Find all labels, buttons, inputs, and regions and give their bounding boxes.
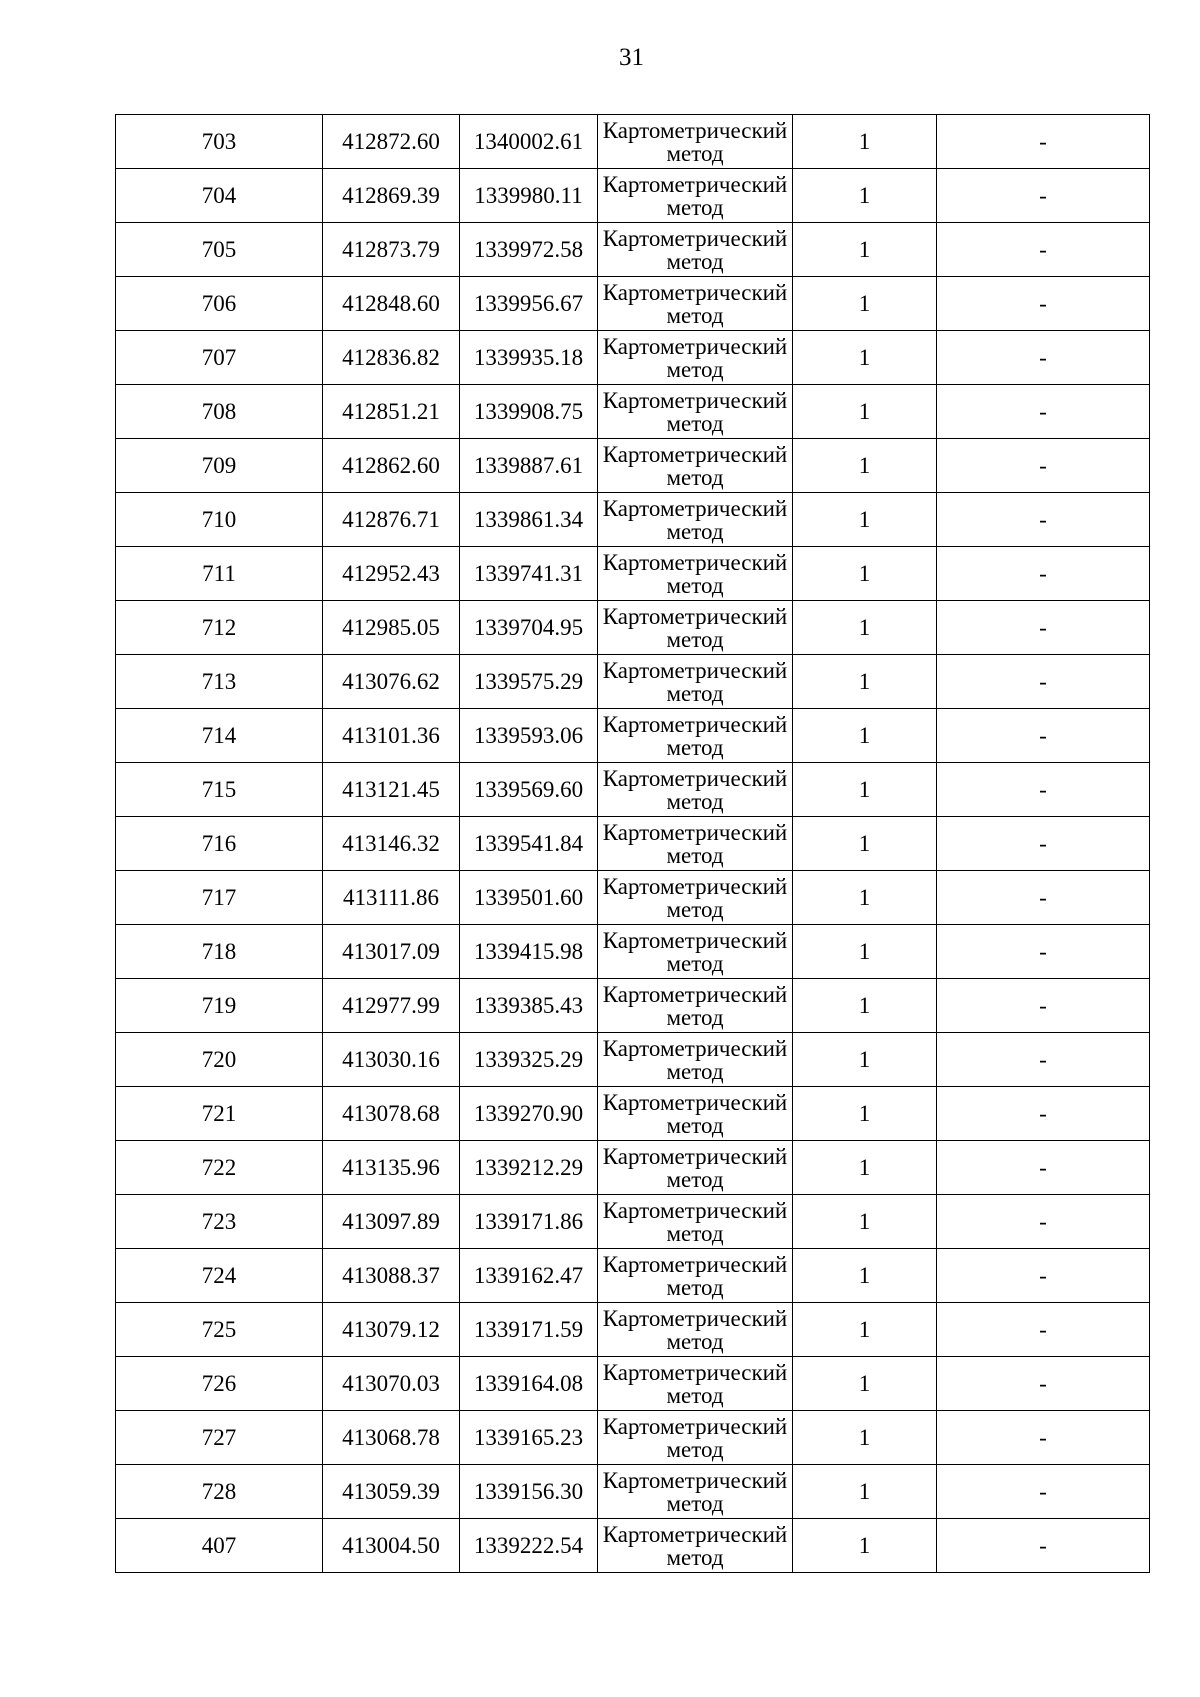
method-line2: метод (666, 410, 724, 436)
y-coordinate-cell: 1339385.43 (460, 979, 598, 1033)
method-line1: Картометрический (602, 387, 788, 413)
method-cell (598, 817, 793, 871)
description-cell: - (937, 385, 1150, 439)
point-number-cell: 722 (116, 1141, 323, 1195)
accuracy-cell: 1 (793, 1195, 937, 1249)
method-line2: метод (666, 464, 724, 490)
table-row (116, 547, 1150, 601)
table-row (116, 601, 1150, 655)
point-number-cell: 721 (116, 1087, 323, 1141)
method-cell (598, 1519, 793, 1573)
x-coordinate-cell: 412952.43 (323, 547, 460, 601)
description-cell: - (937, 439, 1150, 493)
description-cell: - (937, 169, 1150, 223)
method-line1: Картометрический (602, 1359, 788, 1385)
y-coordinate-cell: 1339501.60 (460, 871, 598, 925)
method-cell (598, 1303, 793, 1357)
description-cell: - (937, 655, 1150, 709)
description-cell: - (937, 871, 1150, 925)
y-coordinate-cell: 1339575.29 (460, 655, 598, 709)
table-row (116, 1033, 1150, 1087)
method-line1: Картометрический (602, 1521, 788, 1547)
accuracy-cell: 1 (793, 1087, 937, 1141)
point-number-cell: 717 (116, 871, 323, 925)
method-line2: метод (666, 788, 724, 814)
accuracy-cell: 1 (793, 277, 937, 331)
accuracy-cell: 1 (793, 115, 937, 169)
method-line2: метод (666, 194, 724, 220)
description-cell: - (937, 925, 1150, 979)
method-line2: метод (666, 1436, 724, 1462)
table-row (116, 439, 1150, 493)
x-coordinate-cell: 412876.71 (323, 493, 460, 547)
method-line1: Картометрический (602, 927, 788, 953)
y-coordinate-cell: 1340002.61 (460, 115, 598, 169)
method-cell (598, 1357, 793, 1411)
method-line2: метод (666, 734, 724, 760)
description-cell: - (937, 1357, 1150, 1411)
description-cell: - (937, 1411, 1150, 1465)
method-line1: Картометрический (602, 1467, 788, 1493)
point-number-cell: 709 (116, 439, 323, 493)
method-line1: Картометрический (602, 1035, 788, 1061)
description-cell: - (937, 1519, 1150, 1573)
point-number-cell: 728 (116, 1465, 323, 1519)
method-cell (598, 925, 793, 979)
method-cell (598, 1087, 793, 1141)
description-cell: - (937, 709, 1150, 763)
y-coordinate-cell: 1339741.31 (460, 547, 598, 601)
y-coordinate-cell: 1339270.90 (460, 1087, 598, 1141)
method-line1: Картометрический (602, 279, 788, 305)
method-line1: Картометрический (602, 1143, 788, 1169)
method-line2: метод (666, 896, 724, 922)
accuracy-cell: 1 (793, 1303, 937, 1357)
description-cell: - (937, 1465, 1150, 1519)
x-coordinate-cell: 413068.78 (323, 1411, 460, 1465)
method-cell (598, 1141, 793, 1195)
table-row (116, 169, 1150, 223)
accuracy-cell: 1 (793, 763, 937, 817)
table-row (116, 1357, 1150, 1411)
table-row (116, 493, 1150, 547)
y-coordinate-cell: 1339908.75 (460, 385, 598, 439)
description-cell: - (937, 601, 1150, 655)
y-coordinate-cell: 1339541.84 (460, 817, 598, 871)
accuracy-cell: 1 (793, 601, 937, 655)
x-coordinate-cell: 412977.99 (323, 979, 460, 1033)
method-line1: Картометрический (602, 657, 788, 683)
method-line2: метод (666, 248, 724, 274)
y-coordinate-cell: 1339887.61 (460, 439, 598, 493)
point-number-cell: 707 (116, 331, 323, 385)
x-coordinate-cell: 413135.96 (323, 1141, 460, 1195)
accuracy-cell: 1 (793, 817, 937, 871)
table-row (116, 871, 1150, 925)
method-cell (598, 385, 793, 439)
accuracy-cell: 1 (793, 925, 937, 979)
table-row (116, 763, 1150, 817)
point-number-cell: 726 (116, 1357, 323, 1411)
table-row (116, 817, 1150, 871)
x-coordinate-cell: 413111.86 (323, 871, 460, 925)
description-cell: - (937, 493, 1150, 547)
method-line1: Картометрический (602, 549, 788, 575)
x-coordinate-cell: 413078.68 (323, 1087, 460, 1141)
method-line2: метод (666, 1004, 724, 1030)
method-line1: Картометрический (602, 1251, 788, 1277)
table-row (116, 1411, 1150, 1465)
method-cell (598, 493, 793, 547)
y-coordinate-cell: 1339956.67 (460, 277, 598, 331)
table-row (116, 331, 1150, 385)
x-coordinate-cell: 413004.50 (323, 1519, 460, 1573)
table-row (116, 925, 1150, 979)
y-coordinate-cell: 1339935.18 (460, 331, 598, 385)
method-cell (598, 709, 793, 763)
table-row (116, 979, 1150, 1033)
method-line2: метод (666, 356, 724, 382)
description-cell: - (937, 115, 1150, 169)
table-row (116, 1303, 1150, 1357)
description-cell: - (937, 277, 1150, 331)
point-number-cell: 712 (116, 601, 323, 655)
method-line2: метод (666, 950, 724, 976)
method-line1: Картометрический (602, 441, 788, 467)
x-coordinate-cell: 413121.45 (323, 763, 460, 817)
y-coordinate-cell: 1339861.34 (460, 493, 598, 547)
description-cell: - (937, 223, 1150, 277)
description-cell: - (937, 979, 1150, 1033)
description-cell: - (937, 331, 1150, 385)
method-cell (598, 1411, 793, 1465)
y-coordinate-cell: 1339164.08 (460, 1357, 598, 1411)
method-line1: Картометрический (602, 819, 788, 845)
point-number-cell: 704 (116, 169, 323, 223)
table-row (116, 1519, 1150, 1573)
method-cell (598, 1465, 793, 1519)
method-line1: Картометрический (602, 495, 788, 521)
point-number-cell: 723 (116, 1195, 323, 1249)
table-row (116, 1465, 1150, 1519)
description-cell: - (937, 817, 1150, 871)
x-coordinate-cell: 413017.09 (323, 925, 460, 979)
method-line2: метод (666, 1544, 724, 1570)
x-coordinate-cell: 412851.21 (323, 385, 460, 439)
y-coordinate-cell: 1339569.60 (460, 763, 598, 817)
x-coordinate-cell: 413088.37 (323, 1249, 460, 1303)
x-coordinate-cell: 413070.03 (323, 1357, 460, 1411)
point-number-cell: 725 (116, 1303, 323, 1357)
accuracy-cell: 1 (793, 385, 937, 439)
method-line2: метод (666, 1274, 724, 1300)
method-line2: метод (666, 1382, 724, 1408)
method-line1: Картометрический (602, 1197, 788, 1223)
accuracy-cell: 1 (793, 547, 937, 601)
method-cell (598, 1033, 793, 1087)
description-cell: - (937, 1303, 1150, 1357)
point-number-cell: 714 (116, 709, 323, 763)
accuracy-cell: 1 (793, 1465, 937, 1519)
point-number-cell: 718 (116, 925, 323, 979)
method-line1: Картометрический (602, 1305, 788, 1331)
point-number-cell: 719 (116, 979, 323, 1033)
method-line1: Картометрический (602, 1089, 788, 1115)
x-coordinate-cell: 413101.36 (323, 709, 460, 763)
accuracy-cell: 1 (793, 1249, 937, 1303)
method-line2: метод (666, 1058, 724, 1084)
accuracy-cell: 1 (793, 655, 937, 709)
table-row (116, 115, 1150, 169)
y-coordinate-cell: 1339156.30 (460, 1465, 598, 1519)
method-line1: Картометрический (602, 225, 788, 251)
x-coordinate-cell: 413079.12 (323, 1303, 460, 1357)
x-coordinate-cell: 412872.60 (323, 115, 460, 169)
accuracy-cell: 1 (793, 871, 937, 925)
accuracy-cell: 1 (793, 979, 937, 1033)
x-coordinate-cell: 412985.05 (323, 601, 460, 655)
x-coordinate-cell: 413059.39 (323, 1465, 460, 1519)
y-coordinate-cell: 1339980.11 (460, 169, 598, 223)
page-number: 31 (619, 44, 644, 71)
method-line1: Картометрический (602, 981, 788, 1007)
method-cell (598, 169, 793, 223)
method-cell (598, 277, 793, 331)
method-cell (598, 331, 793, 385)
point-number-cell: 711 (116, 547, 323, 601)
method-line1: Картометрический (602, 603, 788, 629)
point-number-cell: 708 (116, 385, 323, 439)
y-coordinate-cell: 1339704.95 (460, 601, 598, 655)
y-coordinate-cell: 1339972.58 (460, 223, 598, 277)
accuracy-cell: 1 (793, 223, 937, 277)
x-coordinate-cell: 412836.82 (323, 331, 460, 385)
method-cell (598, 871, 793, 925)
description-cell: - (937, 1195, 1150, 1249)
accuracy-cell: 1 (793, 1033, 937, 1087)
x-coordinate-cell: 413030.16 (323, 1033, 460, 1087)
y-coordinate-cell: 1339165.23 (460, 1411, 598, 1465)
method-line2: метод (666, 1220, 724, 1246)
description-cell: - (937, 763, 1150, 817)
method-line1: Картометрический (602, 765, 788, 791)
x-coordinate-cell: 413076.62 (323, 655, 460, 709)
point-number-cell: 720 (116, 1033, 323, 1087)
description-cell: - (937, 547, 1150, 601)
method-line2: метод (666, 302, 724, 328)
x-coordinate-cell: 412848.60 (323, 277, 460, 331)
method-line2: метод (666, 626, 724, 652)
accuracy-cell: 1 (793, 709, 937, 763)
method-cell (598, 223, 793, 277)
accuracy-cell: 1 (793, 1411, 937, 1465)
x-coordinate-cell: 412862.60 (323, 439, 460, 493)
point-number-cell: 715 (116, 763, 323, 817)
method-line2: метод (666, 1328, 724, 1354)
coordinates-table (115, 114, 1150, 1573)
method-line1: Картометрический (602, 1413, 788, 1439)
table-row (116, 223, 1150, 277)
coordinates-table-body (116, 115, 1150, 1573)
method-cell (598, 115, 793, 169)
method-line2: метод (666, 518, 724, 544)
point-number-cell: 724 (116, 1249, 323, 1303)
x-coordinate-cell: 413097.89 (323, 1195, 460, 1249)
method-cell (598, 763, 793, 817)
table-row (116, 1195, 1150, 1249)
y-coordinate-cell: 1339593.06 (460, 709, 598, 763)
method-line1: Картометрический (602, 333, 788, 359)
method-line1: Картометрический (602, 873, 788, 899)
table-row (116, 1087, 1150, 1141)
method-line1: Картометрический (602, 117, 788, 143)
description-cell: - (937, 1033, 1150, 1087)
method-cell (598, 979, 793, 1033)
table-row (116, 1141, 1150, 1195)
accuracy-cell: 1 (793, 1141, 937, 1195)
description-cell: - (937, 1087, 1150, 1141)
accuracy-cell: 1 (793, 439, 937, 493)
method-line2: метод (666, 1112, 724, 1138)
accuracy-cell: 1 (793, 331, 937, 385)
y-coordinate-cell: 1339162.47 (460, 1249, 598, 1303)
x-coordinate-cell: 412873.79 (323, 223, 460, 277)
method-line2: метод (666, 1166, 724, 1192)
method-line1: Картометрический (602, 171, 788, 197)
y-coordinate-cell: 1339171.86 (460, 1195, 598, 1249)
accuracy-cell: 1 (793, 1519, 937, 1573)
y-coordinate-cell: 1339212.29 (460, 1141, 598, 1195)
method-line1: Картометрический (602, 711, 788, 737)
method-cell (598, 1195, 793, 1249)
point-number-cell: 703 (116, 115, 323, 169)
accuracy-cell: 1 (793, 169, 937, 223)
table-row (116, 655, 1150, 709)
method-cell (598, 601, 793, 655)
y-coordinate-cell: 1339171.59 (460, 1303, 598, 1357)
description-cell: - (937, 1141, 1150, 1195)
x-coordinate-cell: 412869.39 (323, 169, 460, 223)
table-row (116, 1249, 1150, 1303)
point-number-cell: 710 (116, 493, 323, 547)
method-line2: метод (666, 842, 724, 868)
accuracy-cell: 1 (793, 1357, 937, 1411)
point-number-cell: 706 (116, 277, 323, 331)
method-cell (598, 655, 793, 709)
table-row (116, 385, 1150, 439)
table-row (116, 277, 1150, 331)
table-row (116, 709, 1150, 763)
method-line2: метод (666, 680, 724, 706)
x-coordinate-cell: 413146.32 (323, 817, 460, 871)
point-number-cell: 713 (116, 655, 323, 709)
method-cell (598, 439, 793, 493)
method-line2: метод (666, 572, 724, 598)
method-cell (598, 1249, 793, 1303)
description-cell: - (937, 1249, 1150, 1303)
point-number-cell: 727 (116, 1411, 323, 1465)
point-number-cell: 716 (116, 817, 323, 871)
accuracy-cell: 1 (793, 493, 937, 547)
method-line2: метод (666, 1490, 724, 1516)
y-coordinate-cell: 1339222.54 (460, 1519, 598, 1573)
point-number-cell: 407 (116, 1519, 323, 1573)
y-coordinate-cell: 1339325.29 (460, 1033, 598, 1087)
method-line2: метод (666, 140, 724, 166)
method-cell (598, 547, 793, 601)
y-coordinate-cell: 1339415.98 (460, 925, 598, 979)
point-number-cell: 705 (116, 223, 323, 277)
